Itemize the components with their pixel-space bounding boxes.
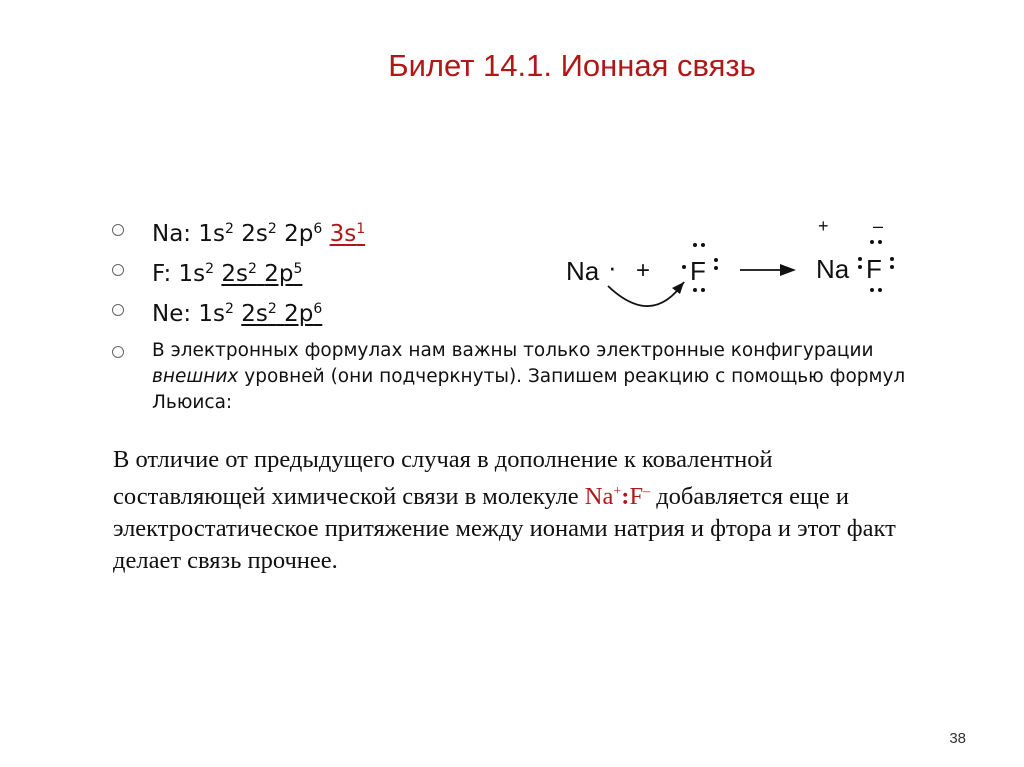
reaction-arrow-head-icon: [780, 264, 796, 276]
config-na: Na: $1s^2$ $2s^2$ $2p^6$ $3s^1$: [108, 212, 908, 252]
explanation-paragraph: В отличие от предыдущего случая в дополнение к ковалентной составляющей химической связи в молекуле Na+:F– добавляется еще и электростатическое притяжение между ионами натрия и фтора и этот факт делает связь прочнее.: [113, 446, 896, 574]
f-symbol-left: F: [690, 256, 706, 286]
charge-plus: +: [818, 216, 829, 236]
lewis-reaction-diagram: [560, 210, 910, 320]
f-ion-symbol: F: [866, 254, 882, 284]
slide-title: Билет 14.1. Ионная связь: [388, 48, 756, 83]
bullet-icon: [112, 304, 124, 316]
outer-level: $2s^2$ $2p^6$: [241, 301, 323, 327]
plus-sign: +: [636, 257, 651, 284]
note-item: В электронных формулах нам важны только электронные конфигурации внешних уровней (они подчеркнуты). Запишем реакцию с помощью формул Льюиса:: [108, 338, 908, 416]
bullet-icon: [112, 346, 124, 358]
element-symbol: F:: [152, 261, 172, 287]
outer-level: $3s^1$: [329, 221, 366, 247]
config-f: F: $1s^2$ $2s^2$ $2p^5$: [108, 252, 908, 292]
element-symbol: Na:: [152, 221, 192, 247]
charge-minus: –: [873, 216, 884, 236]
page-number: 38: [949, 730, 966, 747]
bullet-icon: [112, 264, 124, 276]
electron-transfer-arrow: [608, 282, 684, 306]
outer-level: $2s^2$ $2p^5$: [221, 261, 303, 287]
arrow-head-icon: [672, 282, 684, 294]
bullet-icon: [112, 224, 124, 236]
nacl-formula: Na+:F–: [584, 483, 651, 510]
config-ne: Ne: $1s^2$ $2s^2$ $2p^6$: [108, 292, 908, 332]
na-symbol-left: Na: [566, 256, 600, 286]
na-ion-symbol: Na: [816, 254, 850, 284]
element-symbol: Ne:: [152, 301, 192, 327]
na-valence-dot: ·: [608, 252, 617, 282]
